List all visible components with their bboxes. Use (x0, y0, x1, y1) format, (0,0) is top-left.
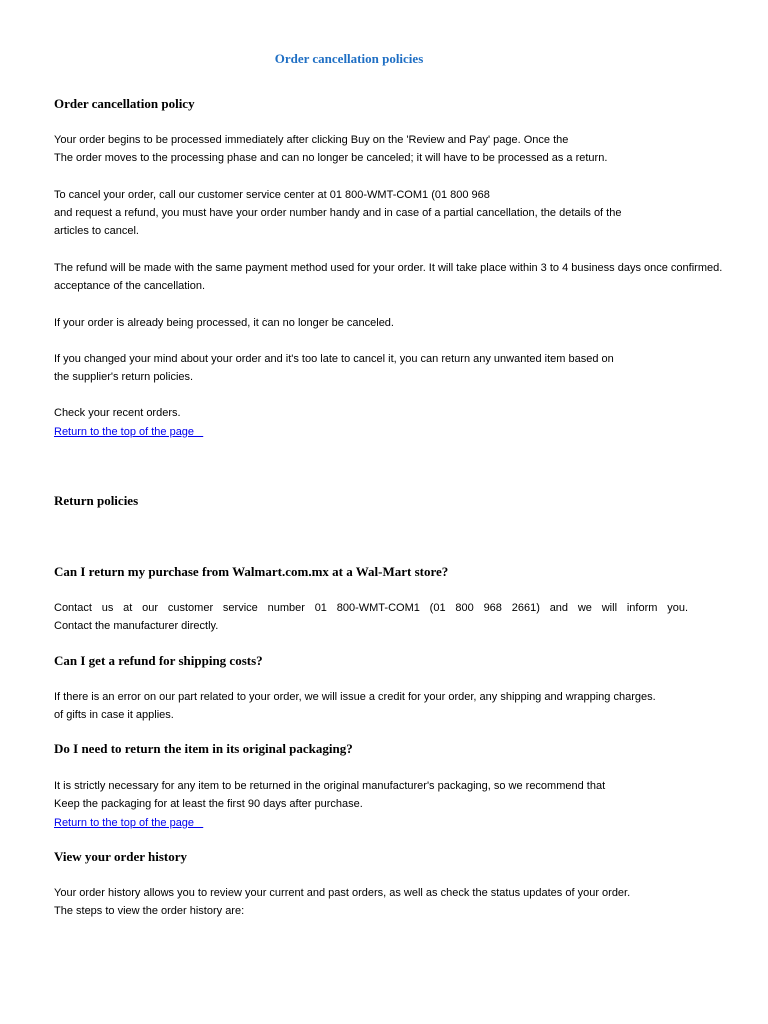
section-heading-cancellation: Order cancellation policy (54, 96, 195, 111)
faq-answer-shipping-refund (54, 688, 656, 724)
section-heading-order-history: View your order history (54, 849, 187, 864)
section-heading-returns: Return policies (54, 493, 139, 508)
text-line: Contact us at our customer service number 01 800-WMT-COM1 (01 800 968 2661) and we will inform you. (54, 602, 688, 614)
text-line: The steps to view the order history are: (54, 905, 245, 917)
text-line: Your order begins to be processed immediately after clicking Buy on the 'Review and Pay' page. Once the (54, 134, 569, 146)
return-to-top-link[interactable]: Return to the top of the page (54, 426, 204, 438)
text-line: If your order is already being processed, it can no longer be canceled. (54, 317, 394, 329)
return-to-top-link[interactable]: Return to the top of the page (54, 817, 204, 829)
faq-question-shipping-refund: Can I get a refund for shipping costs? (54, 653, 263, 668)
cancellation-paragraph-3 (54, 259, 722, 295)
order-history-paragraph (54, 884, 630, 920)
text-line: Your order history allows you to review your current and past orders, as well as check the status updates of your order. (54, 887, 631, 899)
text-line: The refund will be made with the same payment method used for your order. It will take place within 3 to 4 business days once confirmed. (54, 262, 723, 274)
faq-question-original-packaging: Do I need to return the item in its original packaging? (54, 741, 353, 756)
text-line: of gifts in case it applies. (54, 709, 174, 721)
text-line: Contact the manufacturer directly. (54, 620, 219, 632)
cancellation-paragraph-1 (54, 131, 607, 167)
cancellation-paragraph-4 (54, 314, 394, 332)
text-line: If there is an error on our part related to your order, we will issue a credit for your order, any shipping and wrapping charges. (54, 691, 656, 703)
text-line: To cancel your order, call our customer service center at 01 800-WMT-COM1 (01 800 968 (54, 189, 490, 201)
cancellation-paragraph-2 (54, 186, 621, 240)
text-line: the supplier's return policies. (54, 371, 194, 383)
faq-answer-store-return (54, 599, 688, 635)
text-line: If you changed your mind about your order and it's too late to cancel it, you can return any unwanted item based on (54, 353, 614, 365)
faq-answer-original-packaging (54, 777, 605, 813)
text-line: Check your recent orders. (54, 407, 181, 419)
text-line: articles to cancel. (54, 225, 139, 237)
text-line: and request a refund, you must have your order number handy and in case of a partial cancellation, the details of the (54, 207, 622, 219)
faq-question-store-return: Can I return my purchase from Walmart.com.mx at a Wal-Mart store? (54, 564, 449, 579)
text-line: The order moves to the processing phase and can no longer be canceled; it will have to be processed as a return. (54, 152, 608, 164)
cancellation-paragraph-6 (54, 404, 181, 422)
page-title: Order cancellation policies (274, 51, 424, 66)
text-line: Keep the packaging for at least the first 90 days after purchase. (54, 798, 363, 810)
cancellation-paragraph-5 (54, 350, 614, 386)
text-line: acceptance of the cancellation. (54, 280, 206, 292)
text-line: It is strictly necessary for any item to be returned in the original manufacturer's packaging, so we recommend that (54, 780, 606, 792)
